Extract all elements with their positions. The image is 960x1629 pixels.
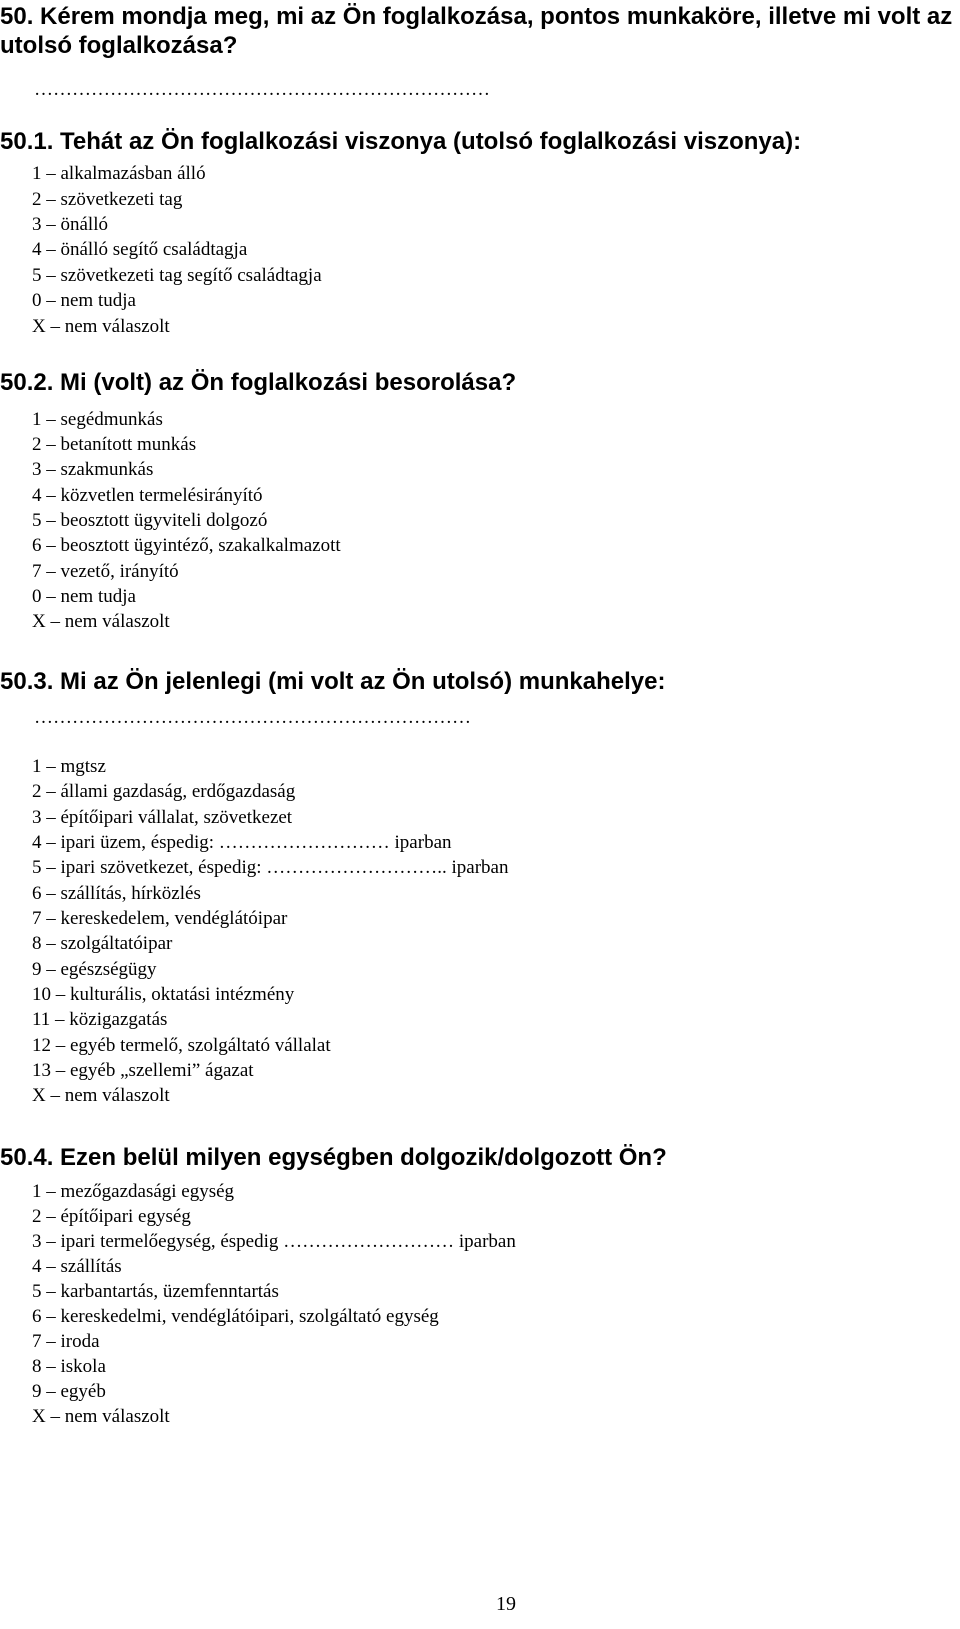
q50-4-title: 50.4. Ezen belül milyen egységben dolgozik/dolgozott Ön? — [0, 1144, 667, 1171]
q50-1-option: 3 – önálló — [32, 214, 108, 235]
q50-3-option: 1 – mgtsz — [32, 756, 106, 777]
q50-1-option: 1 – alkalmazásban álló — [32, 163, 206, 184]
q50-3-option: 6 – szállítás, hírközlés — [32, 883, 201, 904]
q50-title-line2: utolsó foglalkozása? — [0, 32, 238, 59]
q50-2-option: 7 – vezető, irányító — [32, 561, 179, 582]
q50-2-option: 0 – nem tudja — [32, 586, 136, 607]
q50-1-title: 50.1. Tehát az Ön foglalkozási viszonya (utolsó foglalkozási viszonya): — [0, 128, 802, 155]
q50-3-option: 2 – állami gazdaság, erdőgazdaság — [32, 781, 296, 802]
page-number: 19 — [496, 1593, 516, 1615]
q50-4-option: 1 – mezőgazdasági egység — [32, 1181, 235, 1202]
q50-3-option: 10 – kulturális, oktatási intézmény — [32, 984, 295, 1005]
q50-1-option: 4 – önálló segítő családtagja — [32, 239, 248, 260]
q50-1-option: 2 – szövetkezeti tag — [32, 189, 183, 210]
q50-3-option: 5 – ipari szövetkezet, éspedig: ……………………….. iparban — [32, 857, 509, 878]
q50-3-answer-dots: …………………………………………………………… — [34, 707, 471, 728]
q50-3-option: 4 – ipari üzem, éspedig: ……………………… iparban — [32, 832, 452, 853]
q50-2-option: 3 – szakmunkás — [32, 459, 154, 480]
q50-2-option: 1 – segédmunkás — [32, 409, 163, 430]
q50-4-option: 9 – egyéb — [32, 1381, 106, 1402]
q50-4-option: 4 – szállítás — [32, 1256, 122, 1277]
q50-4-option: 7 – iroda — [32, 1331, 100, 1352]
q50-3-option: 3 – építőipari vállalat, szövetkezet — [32, 807, 293, 828]
q50-3-option: X – nem válaszolt — [32, 1085, 170, 1106]
q50-4-option: 5 – karbantartás, üzemfenntartás — [32, 1281, 279, 1302]
q50-1-option: 5 – szövetkezeti tag segítő családtagja — [32, 265, 322, 286]
q50-3-option: 11 – közigazgatás — [32, 1009, 168, 1030]
q50-4-option: 8 – iskola — [32, 1356, 106, 1377]
q50-2-option: 4 – közvetlen termelésirányító — [32, 485, 263, 506]
q50-2-option: X – nem válaszolt — [32, 611, 170, 632]
q50-3-option: 9 – egészségügy — [32, 959, 157, 980]
q50-2-option: 6 – beosztott ügyintéző, szakalkalmazott — [32, 535, 341, 556]
q50-3-option: 12 – egyéb termelő, szolgáltató vállalat — [32, 1035, 331, 1056]
q50-1-option: 0 – nem tudja — [32, 290, 136, 311]
q50-3-option: 7 – kereskedelem, vendéglátóipar — [32, 908, 288, 929]
q50-3-option: 13 – egyéb „szellemi” ágazat — [32, 1060, 254, 1081]
q50-2-option: 2 – betanított munkás — [32, 434, 197, 455]
q50-answer-dots: ……………………………………………………………… — [34, 79, 490, 100]
q50-1-option: X – nem válaszolt — [32, 316, 170, 337]
q50-3-title: 50.3. Mi az Ön jelenlegi (mi volt az Ön utolsó) munkahelye: — [0, 668, 666, 695]
q50-4-option: 3 – ipari termelőegység, éspedig ……………………… iparban — [32, 1231, 516, 1252]
q50-3-option: 8 – szolgáltatóipar — [32, 933, 173, 954]
q50-4-option: 2 – építőipari egység — [32, 1206, 191, 1227]
q50-2-option: 5 – beosztott ügyviteli dolgozó — [32, 510, 268, 531]
q50-4-option: 6 – kereskedelmi, vendéglátóipari, szolgáltató egység — [32, 1306, 439, 1327]
q50-4-option: X – nem válaszolt — [32, 1406, 170, 1427]
q50-2-title: 50.2. Mi (volt) az Ön foglalkozási besorolása? — [0, 369, 517, 396]
q50-title-line1: 50. Kérem mondja meg, mi az Ön foglalkozása, pontos munkaköre, illetve mi volt az — [0, 3, 953, 30]
